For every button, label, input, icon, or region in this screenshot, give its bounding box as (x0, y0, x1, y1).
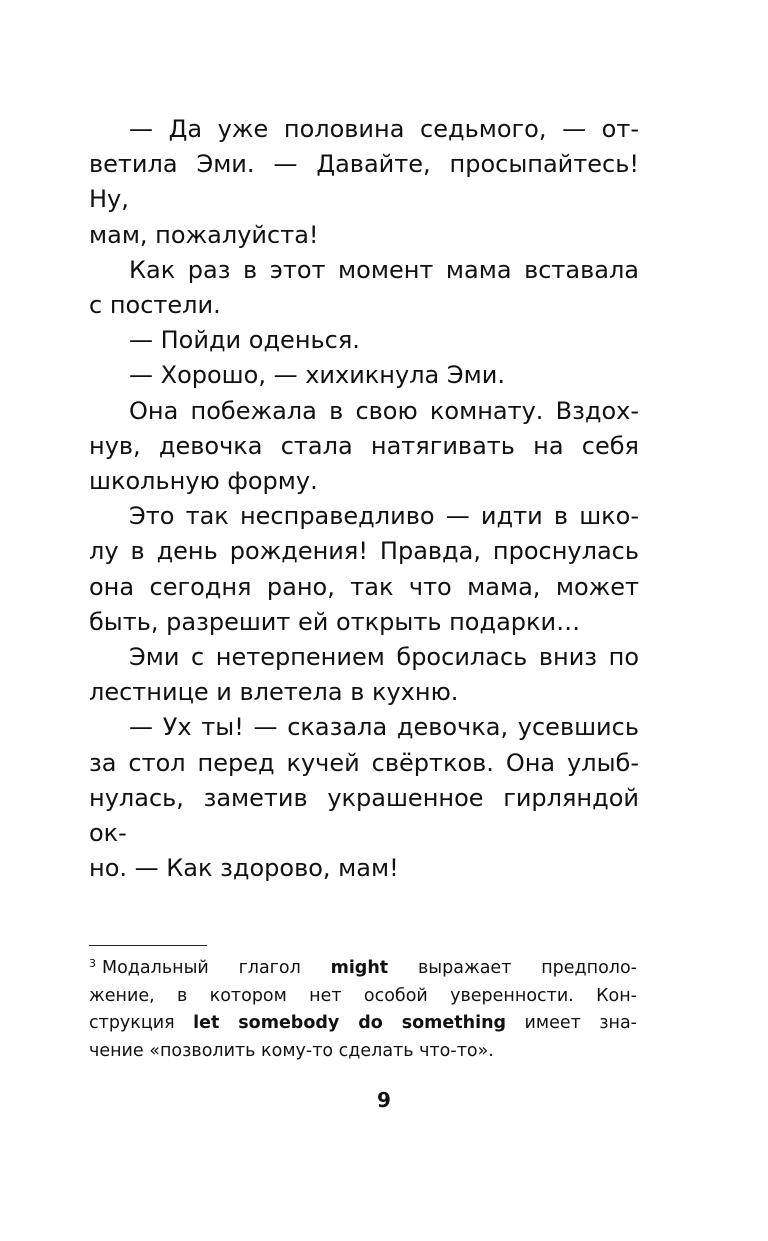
paragraph-2 (89, 253, 639, 323)
paragraph-4 (89, 358, 639, 393)
text-line: Эми с нетерпением бросилась вниз по (129, 643, 639, 672)
text-line: Как раз в этот момент мама вставала (129, 255, 639, 284)
paragraph-1 (89, 112, 639, 253)
paragraph-8 (89, 710, 639, 886)
footnote-term: might (330, 958, 389, 978)
footnote-line: жение, в котором нет особой уверенности. Кон- (89, 985, 637, 1006)
text-line: ветила Эми. — Давайте, просыпайтесь! Ну, (89, 150, 639, 214)
footnote-text: Модальный глагол (102, 958, 301, 978)
footnote-divider (89, 945, 207, 946)
text-line: — Да уже половина седьмого, — от- (129, 115, 639, 143)
paragraph-7 (89, 640, 639, 710)
text-line: Это так несправедливо — идти в шко- (129, 502, 639, 531)
page-number: 9 (377, 1088, 391, 1112)
footnote-line (89, 1010, 637, 1038)
text-line: — Ух ты! — сказала девочка, усевшись (129, 713, 639, 742)
main-text (89, 112, 639, 886)
text-line: быть, разрешит ей открыть подарки… (89, 607, 581, 636)
text-line: нув, девочка стала натягивать на себя (89, 431, 639, 460)
footnote-line: чение «позволить кому-то сделать что-то». (89, 1040, 494, 1061)
text-line: лестнице и влетела в кухню. (89, 678, 459, 707)
text-line: нулась, заметив украшенное гирляндой ок- (89, 783, 639, 848)
text-line: — Пойди оденься. (129, 326, 360, 355)
footnote-line (89, 955, 637, 983)
text-line: она сегодня рано, так что мама, может (89, 572, 639, 601)
text-line: мам, пожалуйста! (89, 220, 319, 249)
text-line: но. — Как здорово, мам! (89, 854, 399, 883)
text-line: лу в день рождения! Правда, проснулась (89, 537, 639, 566)
text-line: с постели. (89, 291, 221, 320)
text-line: — Хорошо, — хихикнула Эми. (129, 361, 505, 390)
paragraph-5 (89, 394, 639, 500)
text-line: школьную форму. (89, 467, 318, 496)
footnote-term: let somebody do something (193, 1013, 507, 1033)
footnote-text: имеет зна- (524, 1013, 637, 1033)
footnote (89, 955, 637, 1065)
paragraph-6 (89, 499, 639, 640)
paragraph-3 (89, 323, 639, 358)
text-line: за стол перед кучей свёртков. Она улыб- (89, 748, 639, 777)
text-line: Она побежала в свою комнату. Вздох- (129, 396, 639, 425)
footnote-text: выражает предполо- (417, 958, 637, 978)
footnote-marker: 3 (89, 957, 96, 970)
footnote-text: струкция (89, 1013, 175, 1033)
